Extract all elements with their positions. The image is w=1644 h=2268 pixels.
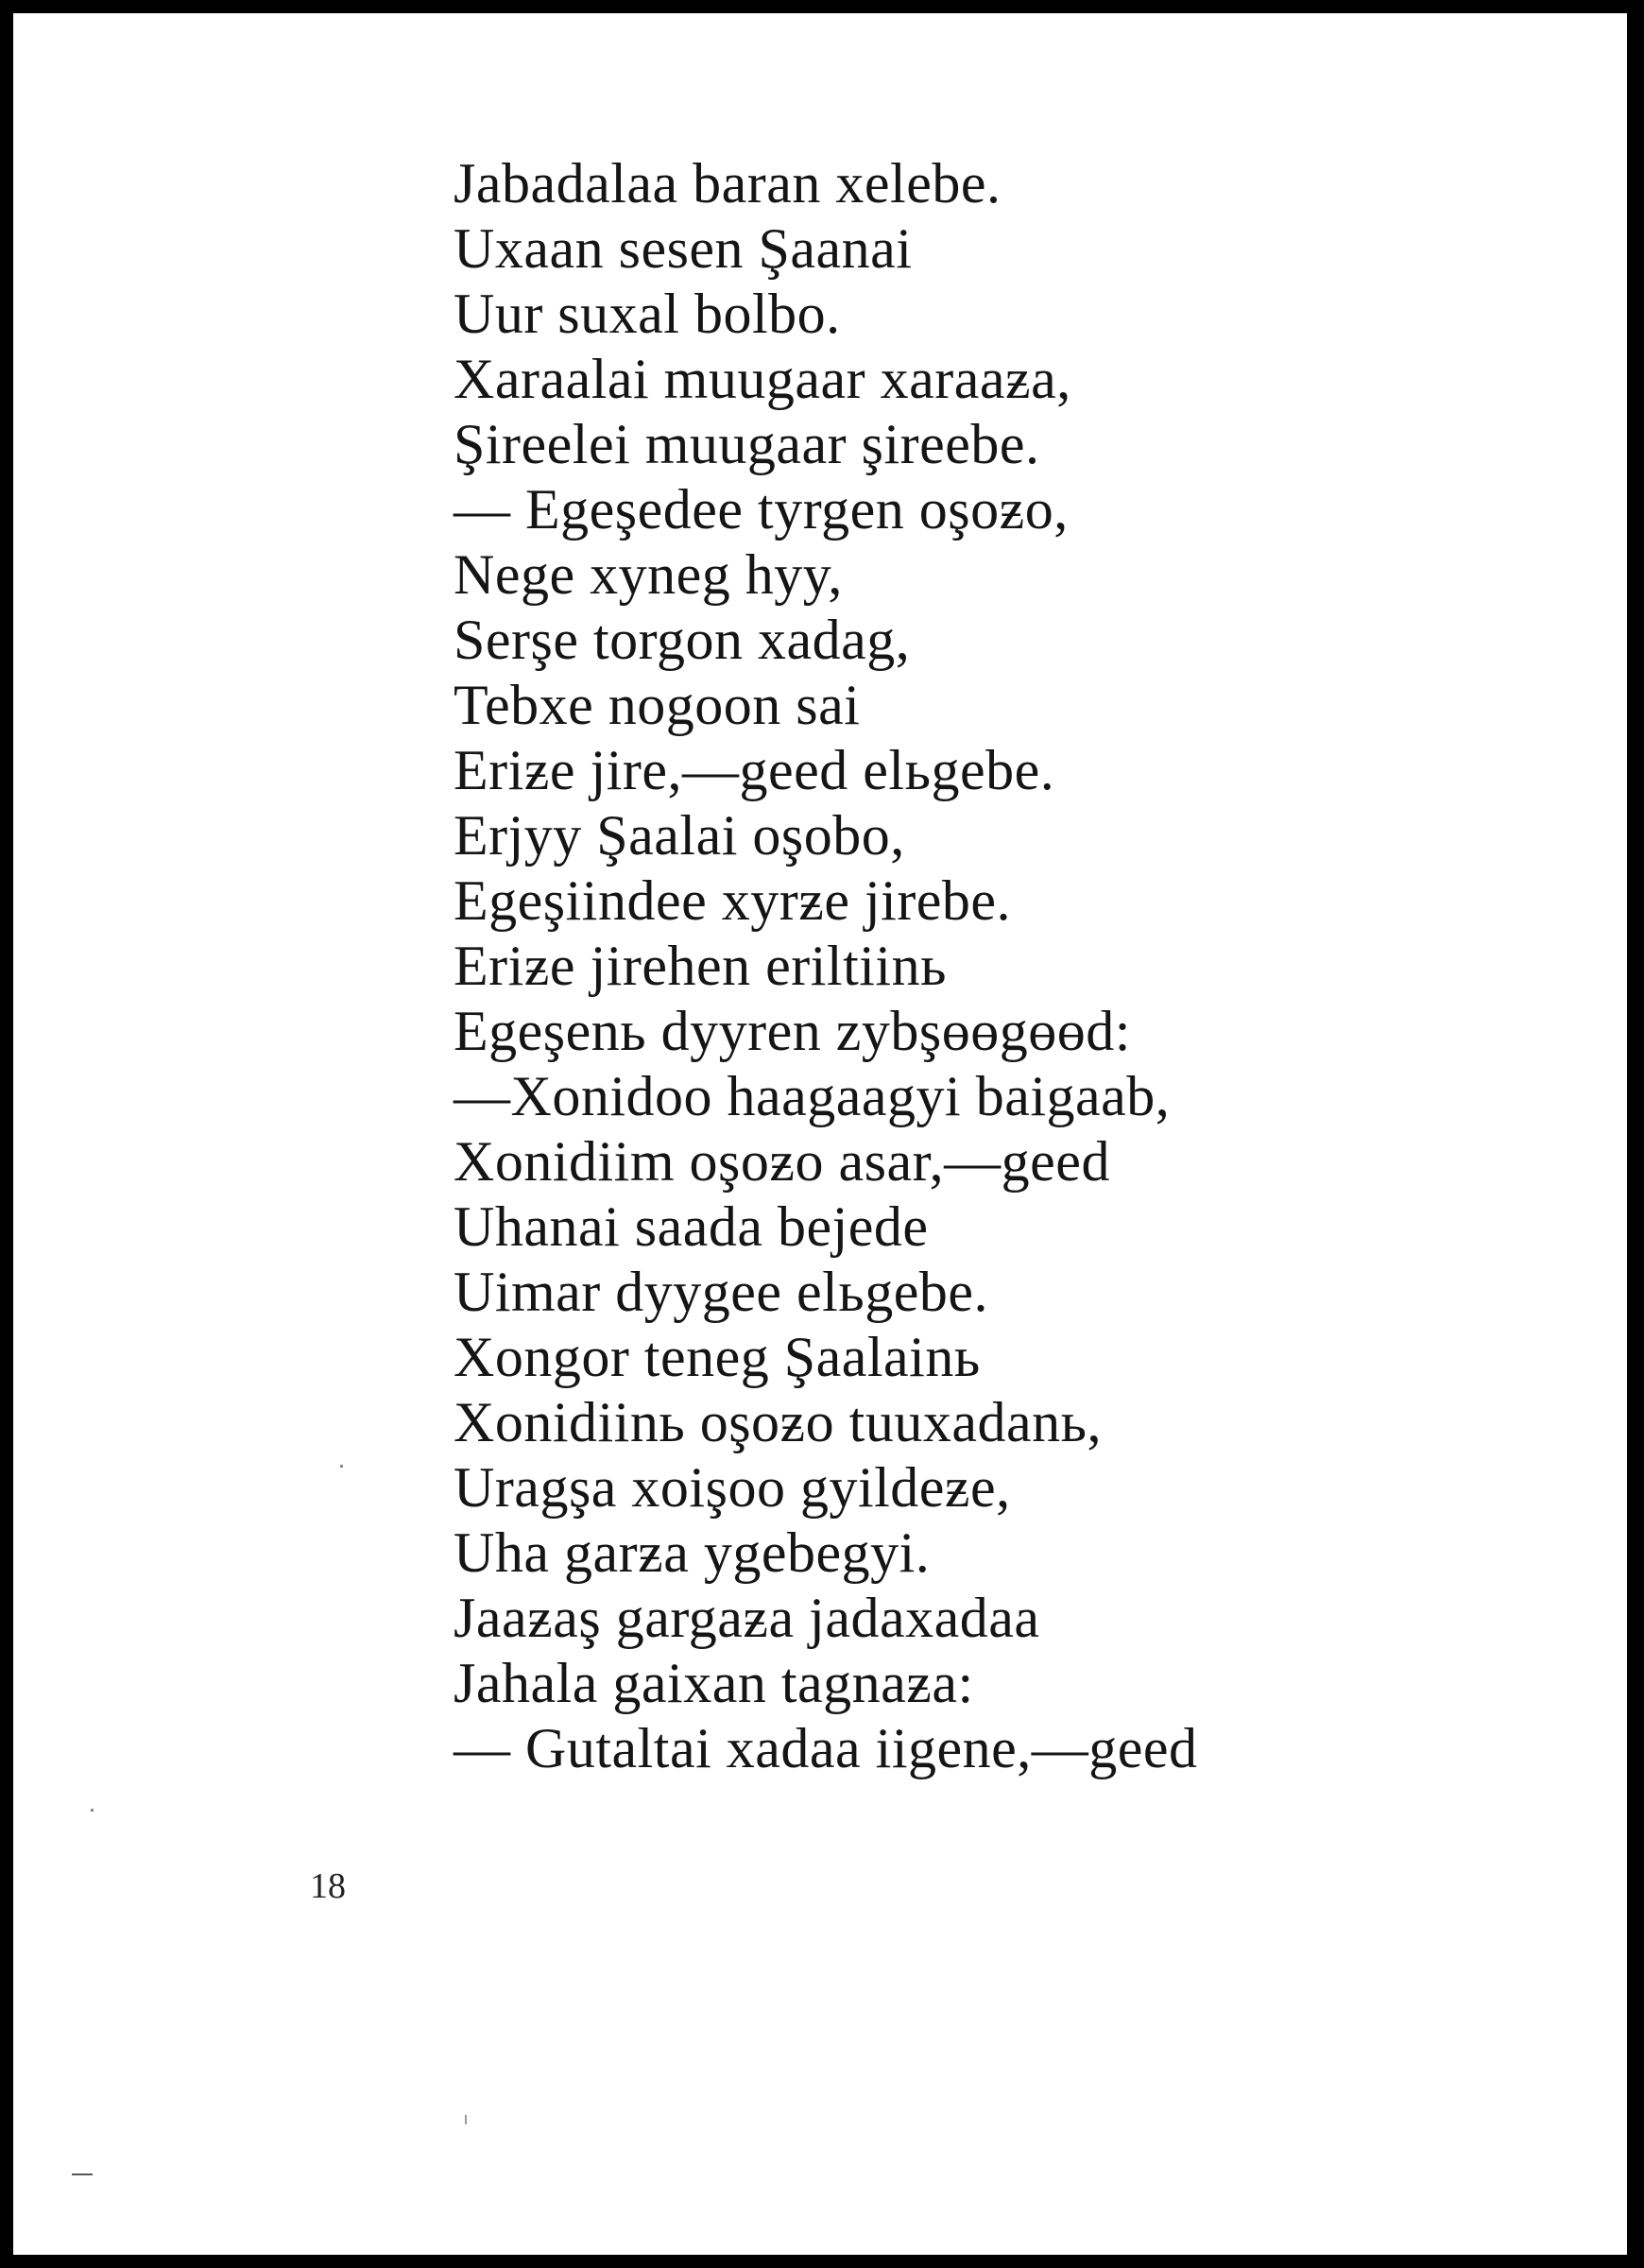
scan-speck (91, 1809, 94, 1812)
poem-line: Nege xyneg hyy, (454, 543, 843, 606)
poem-line: Xongor teneg Şaalainь (454, 1326, 981, 1388)
poem-line: —Xonidoo haagaagyi baigaab, (454, 1065, 1171, 1127)
poem-line: Uragşa xoişoo gyildeƶe, (454, 1456, 1011, 1519)
poem-line: Eriƶe jirehen eriltiinь (454, 935, 947, 997)
poem-line: Egeşenь dyyren zybşɵɵgɵɵd: (454, 1000, 1131, 1062)
poem-line: Serşe torgon xadag, (454, 609, 911, 671)
poem-line: Egeşiindee xyrƶe jirebe. (454, 869, 1012, 932)
poem-line: — Gutaltai xadaa iigene,—geed (454, 1717, 1198, 1779)
poem-line: Uha garƶa ygebegyi. (454, 1521, 931, 1584)
poem-line: Xaraalai muugaar xaraaƶa, (454, 348, 1071, 410)
poem-line: Uxaan sesen Şaanai (454, 217, 913, 280)
poem-line: Uimar dyygee elьgebe. (454, 1261, 988, 1323)
poem-line: — Egeşedee tyrgen oşoƶo, (454, 478, 1069, 541)
poem-line: Eriƶe jire,—geed elьgebe. (454, 739, 1055, 801)
poem-line: Erjyy Şaalai oşobo, (454, 804, 905, 867)
poem-line: Uur suxal bolbo. (454, 283, 841, 345)
poem-line: Jaaƶaş gargaƶa jadaxadaa (454, 1587, 1040, 1649)
poem-line: Uhanai saada bejede (454, 1195, 929, 1258)
poem-line: Şireelei muugaar şireebe. (454, 413, 1040, 475)
scan-speck (72, 2174, 93, 2175)
scan-speck (340, 1465, 343, 1468)
poem-line: Jabadalaa baran xelebe. (454, 152, 1002, 215)
poem-line: Xonidiim oşoƶo asar,—geed (454, 1130, 1110, 1193)
book-page (13, 13, 1627, 2255)
page-number: 18 (310, 1866, 346, 1906)
poem-line: Xonidiinь oşoƶo tuuxadanь, (454, 1391, 1102, 1453)
poem-line: Tebxe nogoon sai (454, 674, 861, 736)
scan-speck (465, 2115, 467, 2124)
poem-line: Jahala gaixan tagnaƶa: (454, 1652, 974, 1714)
poem-text (454, 151, 1531, 1781)
